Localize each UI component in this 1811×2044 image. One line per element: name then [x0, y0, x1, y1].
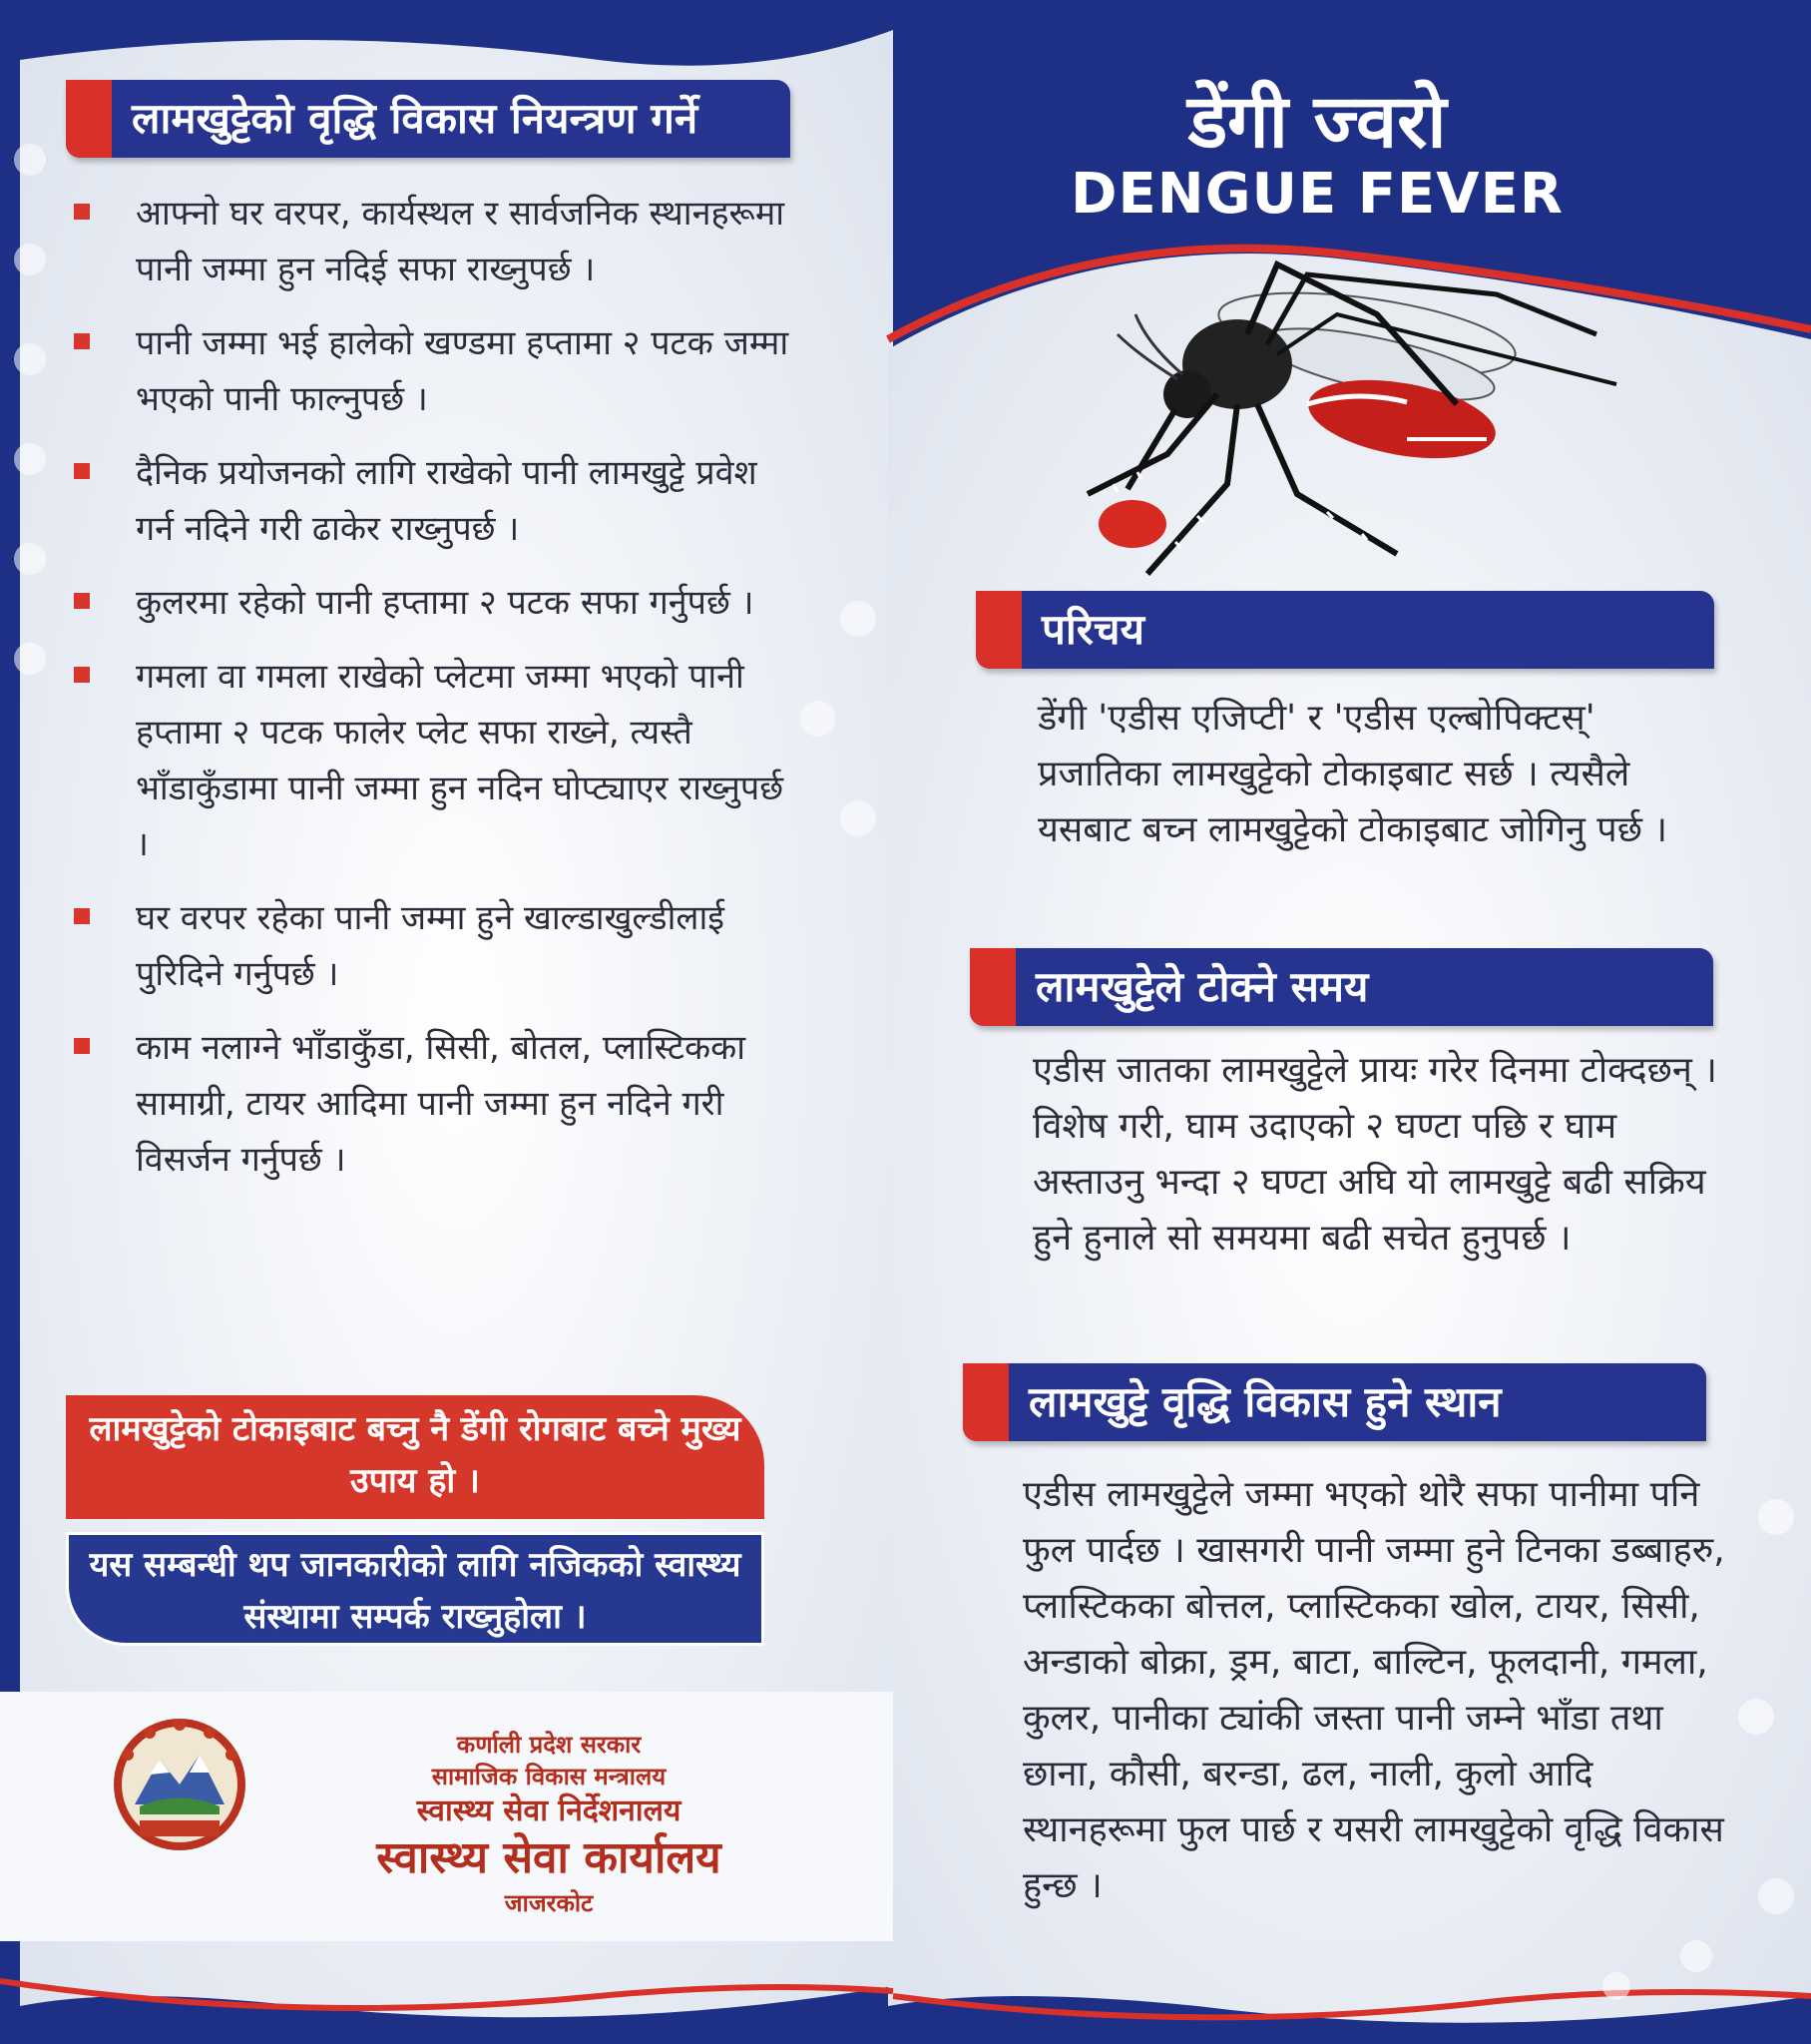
intro-paragraph: डेंगी 'एडीस एजिप्टी' र 'एडीस एल्बोपिक्टस्' प्रजातिका लामखुट्टेको टोकाइबाट सर्छ । त्यसैले यसबाट बच्न लामखुट्टेको टोकाइबाट जोगिनु पर्छ ।	[1038, 698, 1668, 850]
title-english: DENGUE FEVER	[1070, 162, 1564, 227]
control-bullet-list	[72, 186, 790, 1206]
org-line-5: जाजरकोट	[504, 1889, 594, 1917]
mosquito-illustration	[1078, 255, 1636, 584]
list-item-text: पानी जम्मा भई हालेको खण्डमा हप्तामा २ पटक जम्मा भएको पानी फाल्नुपर्छ ।	[136, 323, 789, 419]
key-message-box: लामखुट्टेको टोकाइबाट बच्नु नै डेंगी रोगबाट बच्ने मुख्य उपाय हो ।	[66, 1395, 764, 1519]
heading-intro	[976, 591, 1714, 669]
list-item-text: गमला वा गमला राखेको प्लेटमा जम्मा भएको पानी हप्तामा २ पटक फालेर प्लेट सफा राख्ने, त्यस्तै भाँडाकुँडामा पानी जम्मा हुन नदिन घोप्ट्याएर राख्नुपर्छ ।	[136, 657, 784, 864]
list-item	[72, 575, 790, 631]
bullet-square-icon	[74, 667, 90, 683]
org-line-1: कर्णाली प्रदेश सरकार	[456, 1731, 642, 1759]
bullet-square-icon	[74, 333, 90, 349]
bullet-square-icon	[74, 908, 90, 924]
heading-accent	[66, 80, 112, 158]
org-line-4: स्वास्थ्य सेवा कार्यालय	[376, 1832, 721, 1883]
title-nepali: डेंगी ज्वरो	[1187, 79, 1447, 165]
list-item	[72, 315, 790, 427]
list-item	[72, 890, 790, 1002]
heading-breeding-place	[963, 1363, 1706, 1441]
heading-accent	[976, 591, 1022, 669]
bullet-square-icon	[74, 204, 90, 220]
list-item-text: घर वरपर रहेका पानी जम्मा हुने खाल्डाखुल्डीलाई पुरिदिने गर्नुपर्छ ।	[136, 898, 724, 994]
list-item-text: आफ्नो घर वरपर, कार्यस्थल र सार्वजनिक स्थानहरूमा पानी जम्मा हुन नदिई सफा राख्नुपर्छ ।	[136, 194, 785, 289]
bullet-square-icon	[74, 593, 90, 609]
heading-control-label: लामखुट्टेको वृद्धि विकास नियन्त्रण गर्ने	[132, 94, 698, 143]
list-item-text: कुलरमा रहेको पानी हप्तामा २ पटक सफा गर्नुपर्छ ।	[136, 583, 754, 623]
list-item	[72, 445, 790, 557]
heading-accent	[970, 948, 1016, 1026]
list-item	[72, 649, 790, 872]
list-item-text: काम नलाग्ने भाँडाकुँडा, सिसी, बोतल, प्लास्टिकका सामाग्री, टायर आदिमा पानी जम्मा हुन नदिने गरी विसर्जन गर्नुपर्छ ।	[136, 1028, 746, 1180]
bullet-square-icon	[74, 1038, 90, 1054]
org-line-3: स्वास्थ्य सेवा निर्देशनालय	[416, 1793, 681, 1828]
list-item	[72, 1020, 790, 1188]
nepal-emblem-icon	[110, 1715, 249, 1854]
bite-time-paragraph: एडीस जातका लामखुट्टेले प्रायः गरेर दिनमा टोक्दछन् । विशेष गरी, घाम उदाएको २ घण्टा पछि र घाम अस्ताउनु भन्दा २ घण्टा अघि यो लामखुट्टे बढी सक्रिय हुने हुनाले सो समयमा बढी सचेत हुनुपर्छ ।	[1033, 1050, 1717, 1259]
heading-control	[66, 80, 790, 158]
list-item	[72, 186, 790, 297]
heading-intro-label: परिचय	[1042, 605, 1144, 654]
list-item-text: दैनिक प्रयोजनको लागि राखेको पानी लामखुट्टे प्रवेश गर्न नदिने गरी ढाकेर राख्नुपर्छ ।	[136, 453, 757, 549]
heading-accent	[963, 1363, 1009, 1441]
bullet-square-icon	[74, 463, 90, 479]
contact-message-box: यस सम्बन्धी थप जानकारीको लागि नजिकको स्वास्थ्य संस्थामा सम्पर्क राख्नुहोला ।	[66, 1532, 764, 1646]
heading-breeding-place-label: लामखुट्टे वृद्धि विकास हुने स्थान	[1029, 1377, 1502, 1426]
breeding-place-paragraph: एडीस लामखुट्टेले जम्मा भएको थोरै सफा पानीमा पनि फुल पार्दछ । खासगरी पानी जम्मा हुने टिनका डब्बाहरु, प्लास्टिकका बोत्तल, प्लास्टिकका खोल, टायर, सिसी, अन्डाको बोक्रा, ड्रम, बाटा, बाल्टिन, फूलदानी, गमला, कुलर, पानीका ट्यांकी जस्ता पानी जम्ने भाँडा तथा छाना, कौसी, बरन्डा, ढल, नाली, कुलो आदि स्थानहरूमा फुल पार्छ र यसरी लामखुट्टेको वृद्धि विकास हुन्छ ।	[1023, 1474, 1725, 1906]
heading-bite-time-label: लामखुट्टेले टोक्ने समय	[1036, 962, 1369, 1011]
heading-bite-time	[970, 948, 1713, 1026]
org-line-2: सामाजिक विकास मन्त्रालय	[431, 1763, 667, 1790]
